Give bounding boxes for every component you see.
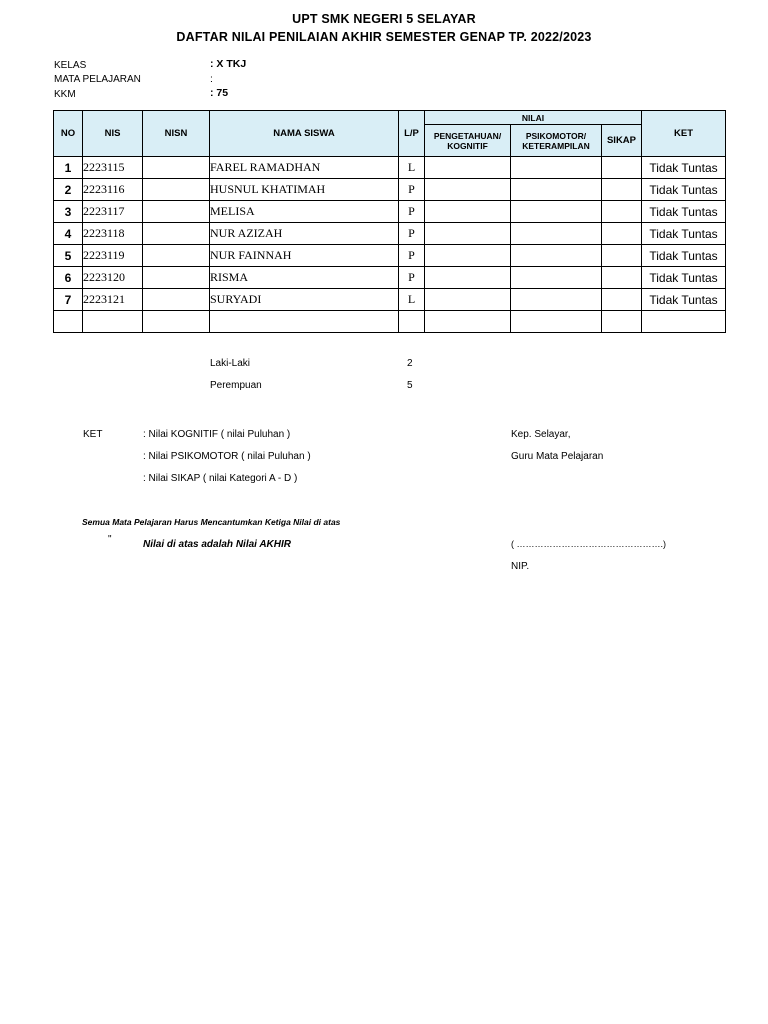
cell-nis: 2223118 [83, 223, 143, 245]
cell-pengetahuan [425, 289, 511, 311]
table-row-empty [54, 311, 726, 333]
cell-nama: NUR FAINNAH [210, 245, 399, 267]
cell-lp: P [399, 201, 425, 223]
cell-nis: 2223121 [83, 289, 143, 311]
notes-ket-label: KET [83, 429, 103, 440]
header-no: NO [54, 111, 83, 157]
table-row [54, 245, 726, 267]
mapel-label: MATA PELAJARAN [54, 74, 141, 85]
header-ket: KET [642, 111, 726, 157]
cell-nisn [143, 245, 210, 267]
cell-psikomotor [511, 157, 602, 179]
cell-sikap [602, 289, 642, 311]
cell-pengetahuan [425, 245, 511, 267]
table-row [54, 289, 726, 311]
cell-sikap [602, 223, 642, 245]
kelas-label: KELAS [54, 60, 87, 71]
cell-sikap [602, 311, 642, 333]
notes-line-kognitif: : Nilai KOGNITIF ( nilai Puluhan ) [143, 429, 291, 440]
cell-nama: MELISA [210, 201, 399, 223]
cell-nis: 2223119 [83, 245, 143, 267]
cell-no: 3 [54, 201, 83, 223]
cell-ket: Tidak Tuntas [642, 157, 726, 179]
table-row [54, 223, 726, 245]
male-label: Laki-Laki [210, 358, 251, 369]
cell-psikomotor [511, 179, 602, 201]
mapel-value: : [210, 73, 213, 85]
cell-sikap [602, 157, 642, 179]
cell-nisn [143, 157, 210, 179]
notes-italic-final-value: Nilai di atas adalah Nilai AKHIR [143, 539, 292, 550]
cell-ket: Tidak Tuntas [642, 201, 726, 223]
cell-psikomotor [511, 267, 602, 289]
kkm-value: : 75 [210, 87, 229, 99]
cell-lp: L [399, 157, 425, 179]
cell-psikomotor [511, 201, 602, 223]
cell-psikomotor [511, 245, 602, 267]
signature-name-line: ( ………………………………………….) [511, 539, 666, 549]
cell-nama: HUSNUL KHATIMAH [210, 179, 399, 201]
cell-nama: NUR AZIZAH [210, 223, 399, 245]
kkm-label: KKM [54, 89, 76, 100]
header-sikap: SIKAP [602, 125, 642, 157]
cell-sikap [602, 267, 642, 289]
cell-sikap [602, 201, 642, 223]
kelas-value: : X TKJ [210, 58, 247, 70]
cell-pengetahuan [425, 311, 511, 333]
cell-nisn [143, 179, 210, 201]
cell-nama: FAREL RAMADHAN [210, 157, 399, 179]
grade-table-body [54, 157, 726, 333]
notes-line-psikomotor: : Nilai PSIKOMOTOR ( nilai Puluhan ) [143, 451, 311, 462]
notes-quote-mark: " [108, 534, 112, 545]
female-count: 5 [407, 380, 413, 391]
cell-nis: 2223117 [83, 201, 143, 223]
cell-lp: P [399, 245, 425, 267]
cell-sikap [602, 179, 642, 201]
header-nis: NIS [83, 111, 143, 157]
cell-no: 2 [54, 179, 83, 201]
cell-psikomotor [511, 289, 602, 311]
table-row [54, 201, 726, 223]
table-row [54, 157, 726, 179]
cell-nis: 2223120 [83, 267, 143, 289]
header-nilai: NILAI [425, 111, 642, 125]
signature-nip: NIP. [511, 561, 530, 572]
male-count: 2 [407, 358, 413, 369]
cell-pengetahuan [425, 157, 511, 179]
cell-ket: Tidak Tuntas [642, 245, 726, 267]
cell-nama: SURYADI [210, 289, 399, 311]
cell-no: 7 [54, 289, 83, 311]
cell-pengetahuan [425, 223, 511, 245]
cell-pengetahuan [425, 267, 511, 289]
document-subtitle: DAFTAR NILAI PENILAIAN AKHIR SEMESTER GENAP TP. 2022/2023 [176, 30, 592, 44]
cell-no: 5 [54, 245, 83, 267]
cell-nis: 2223115 [83, 157, 143, 179]
cell-no: 4 [54, 223, 83, 245]
header-nama-siswa: NAMA SISWA [210, 111, 399, 157]
signature-place: Kep. Selayar, [511, 429, 571, 440]
cell-pengetahuan [425, 179, 511, 201]
document-title: UPT SMK NEGERI 5 SELAYAR [292, 12, 476, 26]
female-label: Perempuan [210, 380, 262, 391]
cell-no [54, 311, 83, 333]
cell-sikap [602, 245, 642, 267]
cell-nis [83, 311, 143, 333]
grade-table [53, 110, 726, 333]
cell-lp [399, 311, 425, 333]
cell-lp: L [399, 289, 425, 311]
signature-role: Guru Mata Pelajaran [511, 451, 604, 462]
cell-ket [642, 311, 726, 333]
header-lp: L/P [399, 111, 425, 157]
cell-no: 6 [54, 267, 83, 289]
cell-ket: Tidak Tuntas [642, 289, 726, 311]
cell-nama [210, 311, 399, 333]
cell-ket: Tidak Tuntas [642, 267, 726, 289]
table-row [54, 267, 726, 289]
cell-lp: P [399, 267, 425, 289]
cell-nisn [143, 223, 210, 245]
header-pengetahuan: PENGETAHUAN/ KOGNITIF [425, 125, 511, 157]
notes-line-sikap: : Nilai SIKAP ( nilai Kategori A - D ) [143, 473, 298, 484]
cell-nisn [143, 289, 210, 311]
cell-nama: RISMA [210, 267, 399, 289]
notes-italic-all-subjects: Semua Mata Pelajaran Harus Mencantumkan Ketiga Nilai di atas [82, 517, 341, 527]
header-nisn: NISN [143, 111, 210, 157]
cell-nisn [143, 201, 210, 223]
cell-ket: Tidak Tuntas [642, 179, 726, 201]
cell-pengetahuan [425, 201, 511, 223]
header-psikomotor: PSIKOMOTOR/ KETERAMPILAN [511, 125, 602, 157]
table-row [54, 179, 726, 201]
cell-lp: P [399, 223, 425, 245]
cell-nis: 2223116 [83, 179, 143, 201]
cell-psikomotor [511, 311, 602, 333]
cell-nisn [143, 311, 210, 333]
cell-psikomotor [511, 223, 602, 245]
cell-no: 1 [54, 157, 83, 179]
cell-ket: Tidak Tuntas [642, 223, 726, 245]
cell-lp: P [399, 179, 425, 201]
cell-nisn [143, 267, 210, 289]
